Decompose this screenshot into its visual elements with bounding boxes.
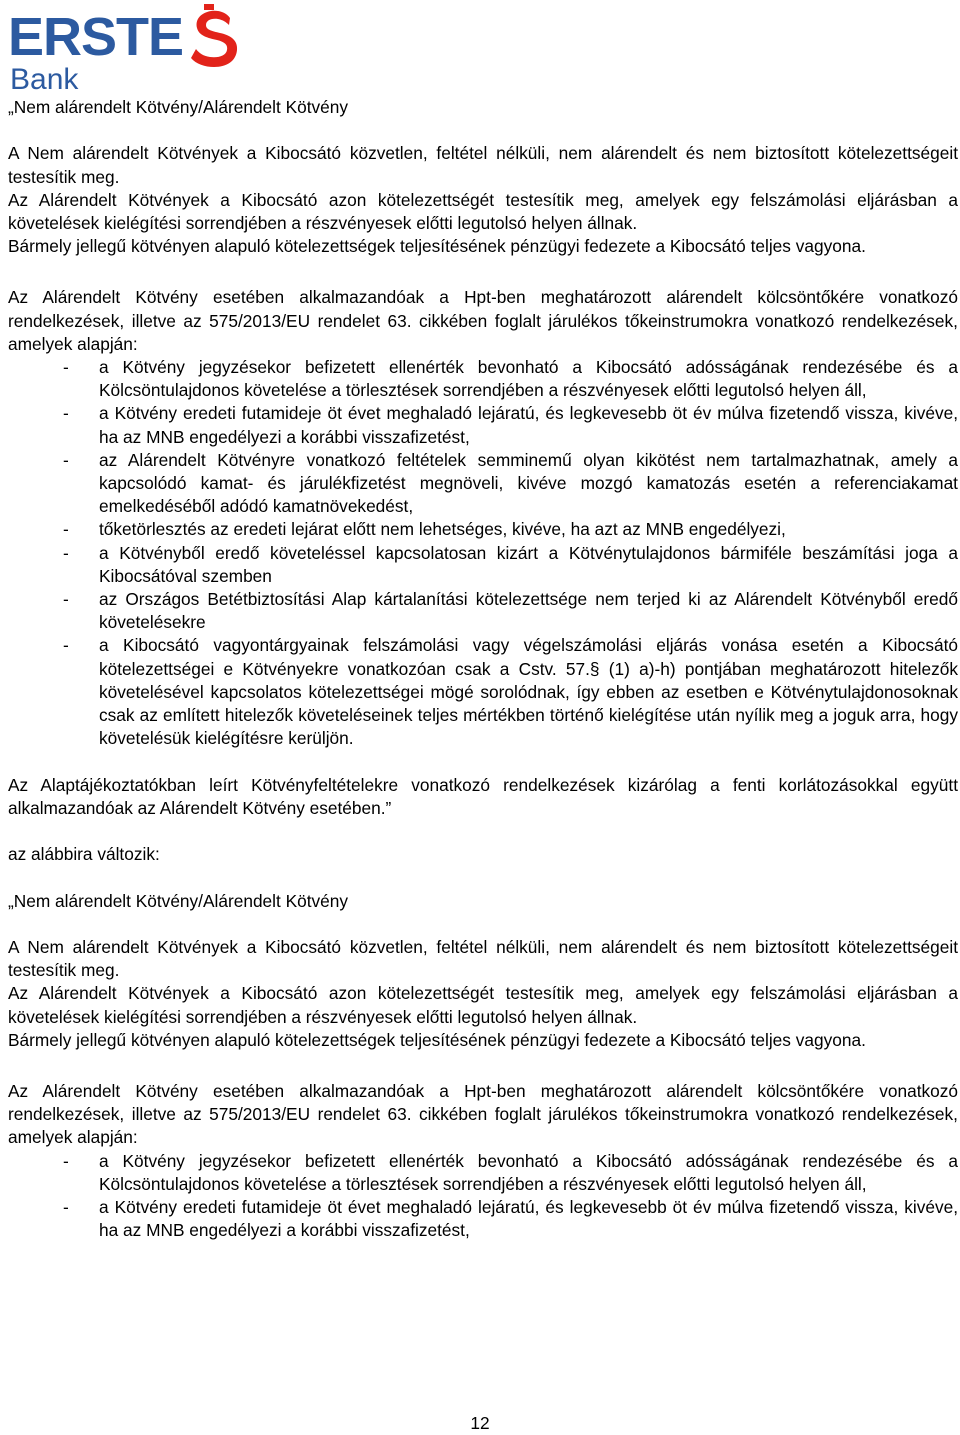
logo-bank-text: Bank bbox=[10, 63, 79, 96]
section2-paragraph-4: Az Alárendelt Kötvény esetében alkalmazandóak a Hpt-ben meghatározott alárendelt kölcsöntőkére vonatkozó rendelkezések, illetve az 575/2013/EU rendelet 63. cikkében foglalt járulékos tőkeinstrumokra vonatkozó rendelkezések, amelyek alapján: bbox=[8, 1081, 958, 1148]
list-item: - a Kötvény jegyzésekor befizetett ellenérték bevonható a Kibocsátó adósságának rendezésébe és a Kölcsöntulajdonos követelése a törlesztések sorrendjében a részvényesek előtti legutolsó helyen áll, bbox=[63, 357, 958, 401]
erste-bank-logo bbox=[8, 4, 236, 96]
list-item: - tőketörlesztés az eredeti lejárat előtt nem lehetséges, kivéve, ha azt az MNB engedélyezi, bbox=[63, 519, 786, 540]
list-item: - a Kötvény jegyzésekor befizetett ellenérték bevonható a Kibocsátó adósságának rendezésébe és a Kölcsöntulajdonos követelése a törlesztések sorrendjében a részvényesek előtti legutolsó helyen áll, bbox=[63, 1150, 958, 1194]
list-item: - az Alárendelt Kötvényre vonatkozó feltételek semminemű olyan kikötést nem tartalmazhatnak, amely a kapcsolódó kamat- és járulékfizetést megnöveli, kivéve mozgó kamatozás esetén a referenciakamat emelkedéséből adódó kamatnövekedést, bbox=[63, 449, 958, 517]
logo-wordmark: ERSTE bbox=[8, 7, 184, 67]
document-body bbox=[8, 96, 958, 1242]
section1-paragraph-2: Az Alárendelt Kötvények a Kibocsátó azon kötelezettségét testesítik meg, amelyek egy felszámolási eljárásban a követelések kielégítési sorrendjében a részvényesek előtti legutolsó helyen állnak. bbox=[8, 189, 958, 233]
list-item: - az Országos Betétbiztosítási Alap kártalanítási kötelezettsége nem terjed ki az Alárendelt Kötvényből eredő követelésekre bbox=[63, 589, 958, 633]
section1-paragraph-1: A Nem alárendelt Kötvények a Kibocsátó közvetlen, feltétel nélküli, nem alárendelt és nem biztosított kötelezettségeit testesítik meg. bbox=[8, 143, 958, 187]
list-item: - a Kibocsátó vagyontárgyainak felszámolási vagy végelszámolási eljárás vonása esetén a Kibocsátó kötelezettségei e Kötvényekre vonatkozóan csak a Cstv. 57.§ (1) a)-h) pontjában meghatározott hitelezők követelésével kapcsolatos kötelezettségei mögé sorolódnak, így ebben az esetben e Kötvénytulajdonosoknak csak az említett hitelezők követeléseinek teljes mértékben történő kielégítése után nyílik meg a joguk arra, hogy követelésük kielégítésre kerüljön. bbox=[63, 635, 958, 749]
section1-paragraph-3: Bármely jellegű kötvényen alapuló kötelezettségek teljesítésének pénzügyi fedezete a Kibocsátó teljes vagyona. bbox=[8, 236, 866, 257]
change-label: az alábbira változik: bbox=[8, 844, 160, 865]
section2-paragraph-3: Bármely jellegű kötvényen alapuló kötelezettségek teljesítésének pénzügyi fedezete a Kibocsátó teljes vagyona. bbox=[8, 1029, 866, 1050]
section1-paragraph-5: Az Alaptájékoztatókban leírt Kötvényfeltételekre vonatkozó rendelkezések kizárólag a fenti korlátozásokkal együtt alkalmazandóak az Alárendelt Kötvény esetében.” bbox=[8, 774, 958, 818]
section2-title: „Nem alárendelt Kötvény/Alárendelt Kötvény bbox=[8, 890, 349, 911]
section1-paragraph-4: Az Alárendelt Kötvény esetében alkalmazandóak a Hpt-ben meghatározott alárendelt kölcsöntőkére vonatkozó rendelkezések, illetve az 575/2013/EU rendelet 63. cikkében foglalt járulékos tőkeinstrumokra vonatkozó rendelkezések, amelyek alapján: bbox=[8, 287, 958, 354]
section2-paragraph-1: A Nem alárendelt Kötvények a Kibocsátó közvetlen, feltétel nélküli, nem alárendelt és nem biztosított kötelezettségeit testesítik meg. bbox=[8, 937, 958, 981]
section2-paragraph-2: Az Alárendelt Kötvények a Kibocsátó azon kötelezettségét testesítik meg, amelyek egy felszámolási eljárásban a követelések kielégítési sorrendjében a részvényesek előtti legutolsó helyen állnak. bbox=[8, 983, 958, 1027]
section1-title: „Nem alárendelt Kötvény/Alárendelt Kötvény bbox=[8, 97, 349, 117]
page-number: 12 bbox=[470, 1413, 490, 1433]
section2-conditions-list bbox=[8, 1150, 958, 1243]
list-item: - a Kötvényből eredő követeléssel kapcsolatosan kizárt a Kötvénytulajdonos bármiféle beszámítási joga a Kibocsátóval szemben bbox=[63, 542, 958, 586]
list-item: - a Kötvény eredeti futamideje öt évet meghaladó lejáratú, és legkevesebb öt év múlva fizetendő vissza, kivéve, ha az MNB engedélyezi a korábbi visszafizetést, bbox=[63, 1197, 958, 1241]
logo-s-symbol bbox=[190, 4, 240, 74]
section1-conditions-list bbox=[8, 356, 958, 750]
list-item: - a Kötvény eredeti futamideje öt évet meghaladó lejáratú, és legkevesebb öt év múlva fizetendő vissza, kivéve, ha az MNB engedélyezi a korábbi visszafizetést, bbox=[63, 403, 958, 447]
